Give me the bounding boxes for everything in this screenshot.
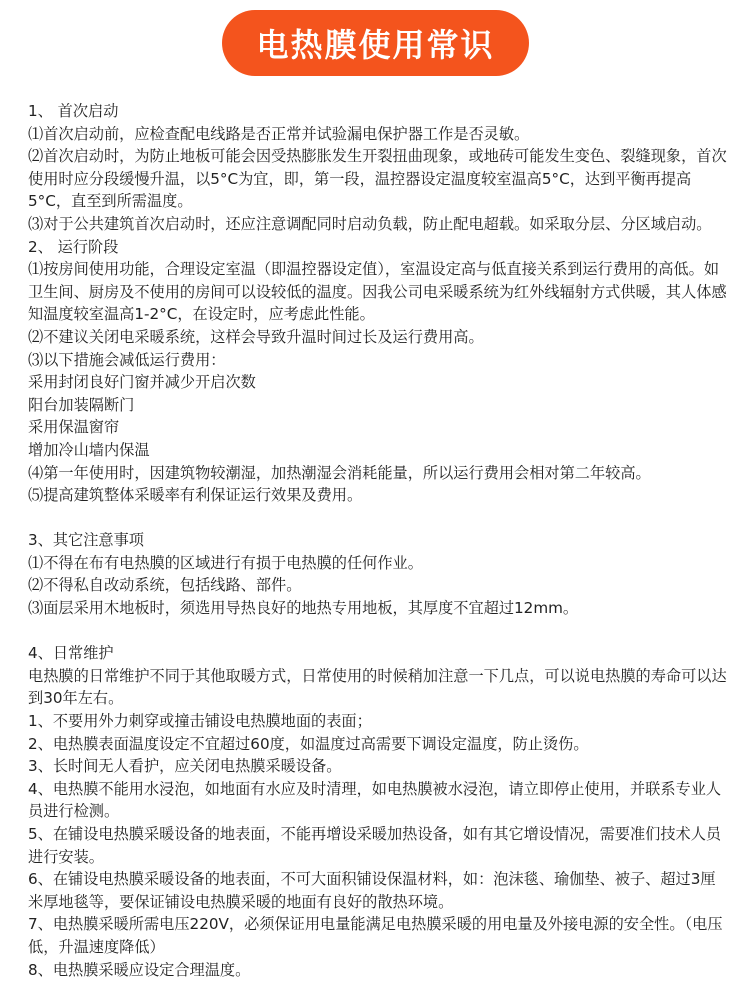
list-item: 增加冷山墙内保温	[28, 440, 150, 459]
list-item: 2、电热膜表面温度设定不宜超过60度，如温度过高需要下调设定温度，防止烫伤。	[28, 734, 589, 753]
list-item: 4、电热膜不能用水浸泡，如地面有水应及时清理，如电热膜被水浸泡，请立即停止使用，并联系专业人员进行检测。	[28, 779, 722, 821]
paragraph: ⑴首次启动前，应检查配电线路是否正常并试验漏电保护器工作是否灵敏。	[28, 124, 530, 143]
spacer	[28, 507, 730, 530]
list-item: 5、在铺设电热膜采暖设备的地表面，不能再增设采暖加热设备，如有其它增设情况，需要准们技术人员进行安装。	[28, 825, 722, 866]
header	[0, 0, 750, 90]
paragraph: ⑶面层采用木地板时，须选用导热良好的地热专用地板，其厚度不宜超过12mm。	[28, 599, 579, 618]
paragraph: ⑶以下措施会减低运行费用：	[28, 350, 226, 369]
paragraph: 电热膜的日常维护不同于其他取暖方式，日常使用的时候稍加注意一下几点，可以说电热膜的寿命可以达到30年左右。	[28, 666, 727, 708]
spacer	[28, 620, 730, 643]
list-item: 7、电热膜采暖所需电压220V，必须保证用电量能满足电热膜采暖的用电量及外接电源的安全性。（电压低，升温速度降低）	[28, 915, 723, 956]
list-item: 阳台加装隔断门	[28, 395, 135, 414]
paragraph: ⑶对于公共建筑首次启动时，还应注意调配同时启动负载，防止配电超载。如采取分层、分区域启动。	[28, 214, 712, 233]
paragraph: ⑴不得在布有电热膜的区域进行有损于电热膜的任何作业。	[28, 553, 423, 572]
list-item: 1、不要用外力刺穿或撞击铺设电热膜地面的表面；	[28, 712, 372, 731]
document-body	[28, 100, 730, 981]
paragraph: ⑷第一年使用时，因建筑物较潮湿，加热潮湿会消耗能量，所以运行费用会相对第二年较高。	[28, 463, 651, 482]
paragraph: ⑴按房间使用功能，合理设定室温（即温控器设定值），室温设定高与低直接关系到运行费用的高低。如卫生间、厨房及不使用的房间可以设较低的温度。因我公司电采暖系统为红外线辐射方式供暖，其人体感知温度较室温高1-2°C，在设定时，应考虑此性能。	[28, 260, 727, 324]
section-heading-1: 1、 首次启动	[28, 102, 119, 120]
paragraph: ⑵不建议关闭电采暖系统，这样会导致升温时间过长及运行费用高。	[28, 327, 484, 346]
section-heading-2: 2、 运行阶段	[28, 237, 119, 256]
list-item: 采用保温窗帘	[28, 418, 120, 437]
list-item: 3、长时间无人看护，应关闭电热膜采暖设备。	[28, 757, 342, 776]
list-item: 采用封闭良好门窗并减少开启次数	[28, 373, 256, 392]
list-item: 6、在铺设电热膜采暖设备的地表面，不可大面积铺设保温材料，如：泡沫毯、瑜伽垫、被子、超过3厘米厚地毯等，要保证铺设电热膜采暖的地面有良好的散热环境。	[28, 870, 716, 911]
section-heading-3: 3、其它注意事项	[28, 531, 144, 550]
page-title: 电热膜使用常识	[222, 10, 529, 76]
paragraph: ⑵不得私自改动系统，包括线路、部件。	[28, 576, 302, 595]
section-heading-4: 4、日常维护	[28, 644, 114, 663]
paragraph: ⑵首次启动时，为防止地板可能会因受热膨胀发生开裂扭曲现象，或地砖可能发生变色、裂缝现象，首次使用时应分段缓慢升温，以5°C为宜，即，第一段，温控器设定温度较室温高5°C，达到平衡再提高5°C，直至到所需温度。	[28, 147, 727, 211]
list-item: 8、电热膜采暖应设定合理温度。	[28, 960, 251, 979]
paragraph: ⑸提高建筑整体采暖率有利保证运行效果及费用。	[28, 486, 363, 505]
